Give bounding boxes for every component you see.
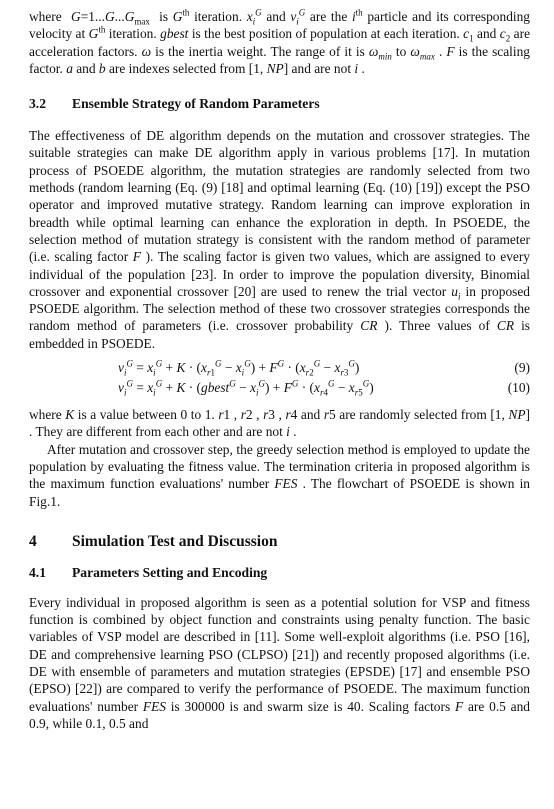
section-4-1-paragraph-1: Every individual in proposed algorithm is seen as a potential solution for VSP and fitness function is combined by object function and constraints using penalty function. The basic variables of VSP model are described in [11]. Some well-exploit algorithms (i.e. PSO [16], DE and comprehensive learning PSO (CLPSO) [21]) and recently proposed algorithms (i.e. DE with ensemble of parameters and mutation strategies (EPSDE) [17] and ensemble PSO (EPSO) [22]) are compared to verify the performance of PSOEDE. The maximum function evaluations' number FES is 300000 is and swarm size is 40. Scaling factors F are 0.5 and 0.9, while 0.1, 0.5 and <box>29 594 531 731</box>
section-title: Ensemble Strategy of Random Parameters <box>72 96 320 112</box>
equation-10 <box>29 378 530 398</box>
equation-9-number: (9) <box>514 360 530 376</box>
equation-10-body: $v_i^G = x_i^G + K$ · (gbest$^G$ − $x_i^G) + F^G \cdot (x_{r4}^G - x_{r5}^G)$ <box>118 378 374 399</box>
section-4-heading <box>29 532 530 552</box>
section-number: 4 <box>29 532 37 550</box>
section-title: Simulation Test and Discussion <box>72 532 278 550</box>
section-number: 3.2 <box>29 96 46 112</box>
equation-block <box>29 358 530 398</box>
section-3-2-paragraph-3: After mutation and crossover step, the greedy selection method is employed to update the population by evaluating the fitness value. The termination criteria in proposed algorithm is the maximum function evaluations' number FES . The flowchart of PSOEDE is shown in Fig.1. <box>29 441 530 509</box>
equation-9-body: $v_i^G = x_i^G + K \cdot (x_{r1}^G - x_i^G) + F^G \cdot (x_{r2}^G - x_{r3}^G)$ <box>118 358 360 379</box>
section-title: Parameters Setting and Encoding <box>72 564 268 580</box>
section-3-2-paragraph-1: The effectiveness of DE algorithm depends on the mutation and crossover strategies. The suitable strategies can make DE algorithm apply in various problems [17]. In mutation process of PSOEDE algorithm, the mutation strategies are randomly selected from two methods (random learning (Eq. (9) [18] and optimal learning (Eq. (10) [19]) except the PSO operator and improved mutative strategy. Random learning can improve exploration in breadth while optimal learning can enhance the exploration in depth. In PSOEDE, the selection method of mutation strategy is consistent with the random method of parameter (i.e. scaling factor F ). The scaling factor is given two values, which are assigned to every individual of the population [23]. In order to improve the population diversity, Binomial crossover and exponential crossover [20] are used to renew the trial vector $u_i$ in proposed PSOEDE algorithm. The selection method of these two crossover strategies corresponds the random method of parameters (i.e. crossover probability CR ). Three values of CR is embedded in PSOEDE. <box>29 128 531 351</box>
equation-10-number: (10) <box>507 380 530 396</box>
intro-paragraph: where $G=1...G...G_{max}$ is $G^{th}$ iteration. $x_i^G$ and $v_i^G$ are the $i^{th}$ particle and its corresponding velocity at $G^{th}$ iteration. gbest is the best position of population at each iteration. $c_1$ and $c_2$ are acceleration factors. ω is the inertia weight. The range of it is $\omega_{min}$ to $\omega_{max}$ . F is the scaling factor. a and b are indexes selected from [1, NP] and are not i . <box>29 7 531 76</box>
section-3-2-heading <box>29 95 530 113</box>
equation-9 <box>29 358 530 378</box>
section-4-1-heading <box>29 564 530 582</box>
section-3-2-paragraph-2: where K is a value between 0 to 1. r1 , r2 , r3 , r4 and r5 are randomly selected from [1, NP] . They are different from each other and are not i . <box>29 407 530 440</box>
section-number: 4.1 <box>29 564 46 580</box>
